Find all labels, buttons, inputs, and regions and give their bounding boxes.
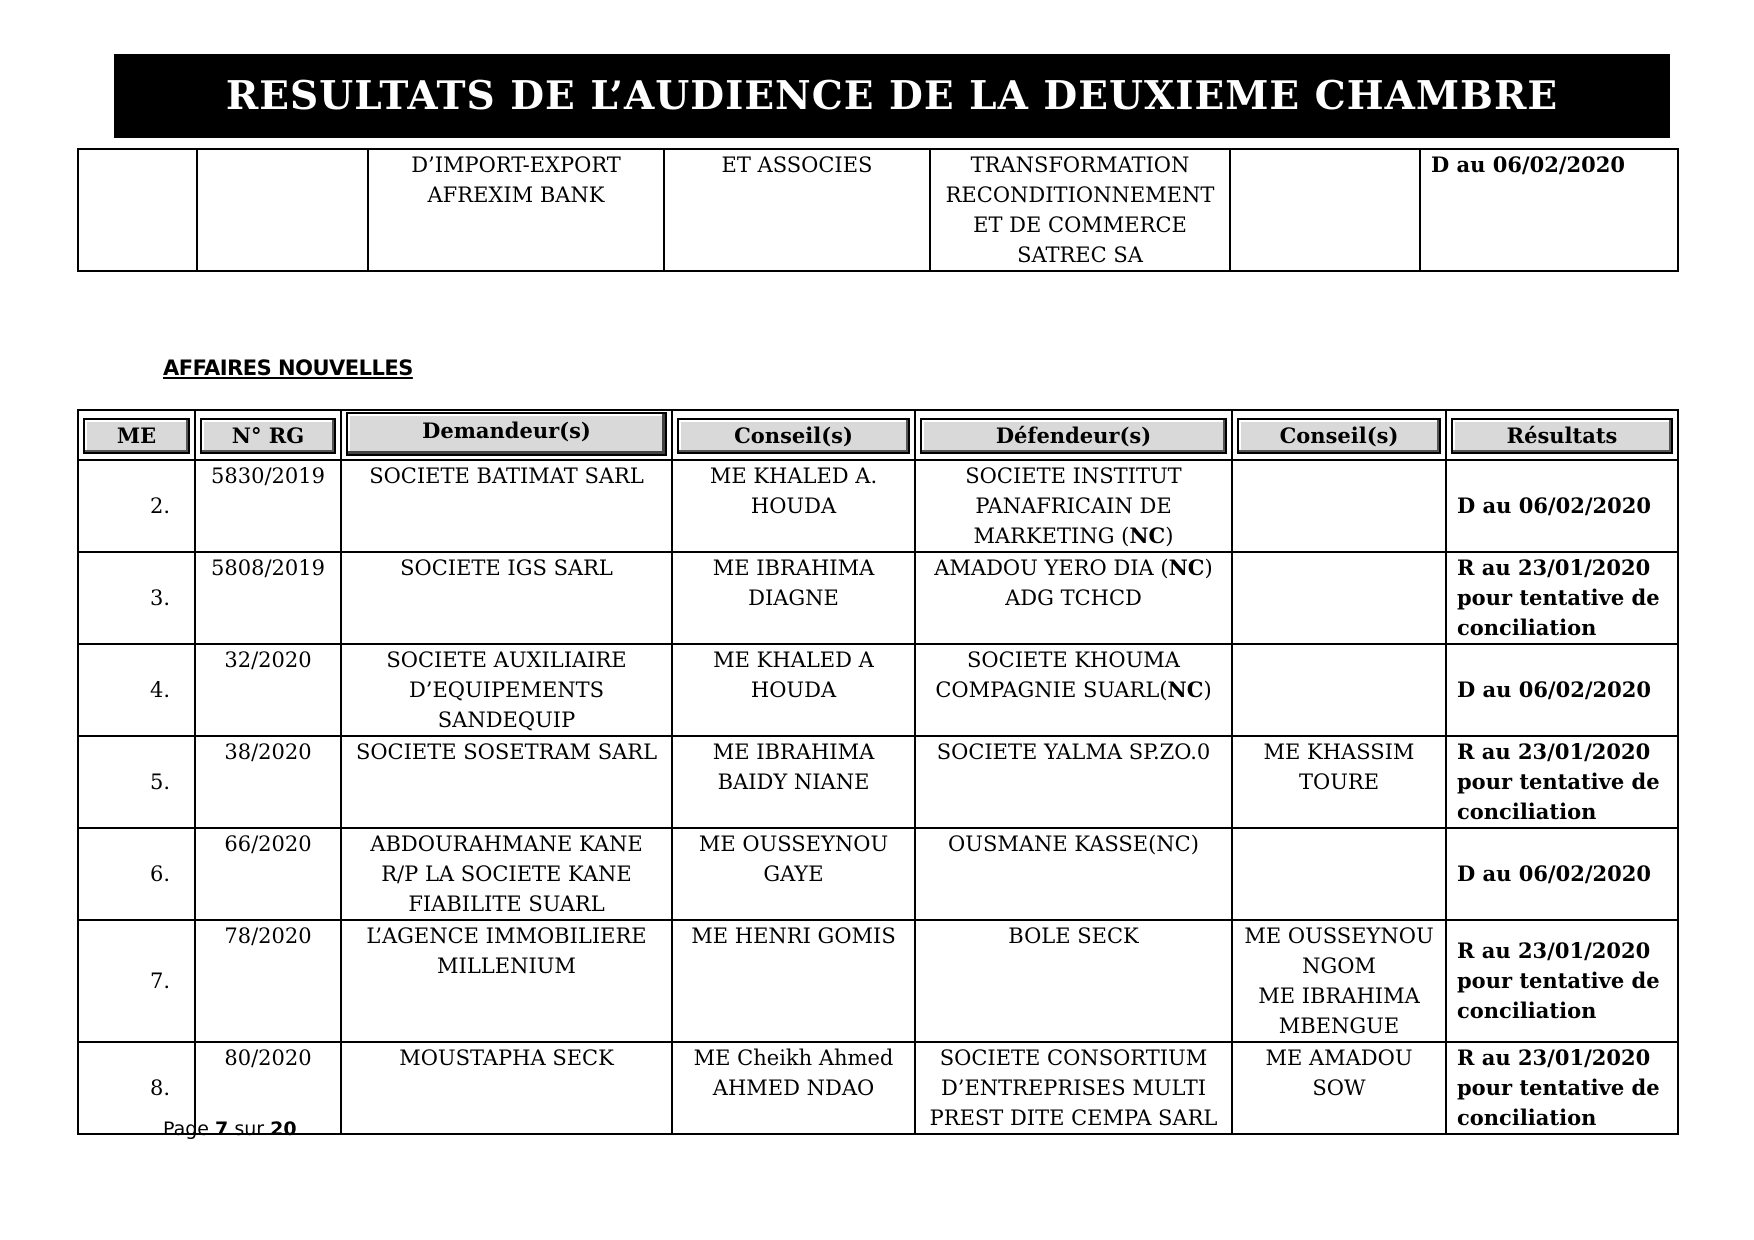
cell-line: ME OUSSEYNOU xyxy=(698,832,889,856)
header-demandeur: Demandeur(s) xyxy=(346,412,667,456)
cell-line: COMPAGNIE SUARL(NC) xyxy=(935,677,1212,702)
cell-line: ME HENRI GOMIS xyxy=(691,924,896,948)
section-title: AFFAIRES NOUVELLES xyxy=(163,356,413,380)
table-header-row xyxy=(78,410,1678,460)
cell-line: SOCIETE SOSETRAM SARL xyxy=(355,740,658,764)
cell-line: SOCIETE KHOUMA xyxy=(967,648,1180,672)
cell-line: PREST DITE CEMPA SARL xyxy=(929,1106,1218,1130)
cell-demandeur xyxy=(341,1042,672,1134)
page-banner xyxy=(114,54,1670,138)
cell-line: MBENGUE xyxy=(1278,1014,1400,1038)
cell-line: ME AMADOU xyxy=(1265,1046,1413,1070)
cell-line: ET DE COMMERCE xyxy=(973,213,1187,237)
cell-conseil xyxy=(672,736,915,828)
cell-line: D’EQUIPEMENTS xyxy=(408,678,605,702)
cell-me xyxy=(78,149,197,271)
cell-line: OUSMANE KASSE(NC) xyxy=(948,832,1199,856)
header-defendeur: Défendeur(s) xyxy=(920,418,1227,454)
cell-line: conciliation xyxy=(1457,799,1597,824)
cell-conseil xyxy=(672,920,915,1042)
header-rg: N° RG xyxy=(200,418,336,454)
cell-demandeur xyxy=(341,920,672,1042)
cell-me: 2. xyxy=(78,460,195,552)
cell-line: AFREXIM BANK xyxy=(427,183,605,207)
cell-me: 3. xyxy=(78,552,195,644)
table-row xyxy=(78,460,1678,552)
cell-line: conciliation xyxy=(1457,998,1597,1023)
cell-line: ME KHASSIM xyxy=(1263,740,1415,764)
cell-defendeur xyxy=(930,149,1230,271)
cell-line: SOCIETE IGS SARL xyxy=(400,556,613,580)
cell-me: 4. xyxy=(78,644,195,736)
cell-defendeur xyxy=(915,736,1232,828)
cell-conseil xyxy=(672,828,915,920)
cell-line: ET ASSOCIES xyxy=(721,153,873,177)
cell-line: SOCIETE YALMA SP.ZO.0 xyxy=(936,740,1211,764)
cell-defendeur xyxy=(915,552,1232,644)
table-row xyxy=(78,1042,1678,1134)
table-row xyxy=(78,736,1678,828)
header-conseil-defendeur: Conseil(s) xyxy=(1237,418,1441,454)
cell-rg: 80/2020 xyxy=(195,1042,341,1134)
cell-line: TOURE xyxy=(1298,770,1380,794)
cell-rg: 66/2020 xyxy=(195,828,341,920)
cell-line: SOCIETE AUXILIAIRE xyxy=(386,648,627,672)
cell-line: ABDOURAHMANE KANE xyxy=(370,832,643,856)
cell-resultat xyxy=(1446,552,1678,644)
cell-demandeur xyxy=(368,149,664,271)
cell-demandeur xyxy=(341,552,672,644)
table-row xyxy=(78,920,1678,1042)
cell-rg: 78/2020 xyxy=(195,920,341,1042)
page-footer xyxy=(163,1118,297,1140)
cell-line: TRANSFORMATION xyxy=(970,153,1190,177)
cell-me: 8. xyxy=(78,1042,195,1134)
cell-line: pour tentative de xyxy=(1457,585,1660,610)
cell-line: D’ENTREPRISES MULTI xyxy=(940,1076,1207,1100)
cell-line: MILLENIUM xyxy=(437,954,576,978)
cell-demandeur xyxy=(341,460,672,552)
cell-resultat: D au 06/02/2020 xyxy=(1420,149,1678,271)
cell-rg: 5808/2019 xyxy=(195,552,341,644)
cell-line: ME IBRAHIMA xyxy=(1258,984,1420,1008)
cell-conseil-defendeur xyxy=(1232,736,1446,828)
cell-line: ME IBRAHIMA xyxy=(712,556,875,580)
cell-defendeur xyxy=(915,644,1232,736)
cell-demandeur xyxy=(341,828,672,920)
cell-me: 5. xyxy=(78,736,195,828)
table-row xyxy=(78,644,1678,736)
cell-defendeur xyxy=(915,1042,1232,1134)
cell-line: SOCIETE CONSORTIUM xyxy=(939,1046,1208,1070)
cell-conseil-defendeur xyxy=(1232,828,1446,920)
cell-line: D au 06/02/2020 xyxy=(1457,493,1651,518)
cell-line: AHMED NDAO xyxy=(712,1076,875,1100)
continuation-table xyxy=(77,148,1679,272)
cell-conseil-defendeur xyxy=(1232,644,1446,736)
cell-conseil-defendeur xyxy=(1232,552,1446,644)
cell-line: RECONDITIONNEMENT xyxy=(945,183,1215,207)
cell-line: ME Cheikh Ahmed xyxy=(693,1046,894,1070)
cell-rg: 5830/2019 xyxy=(195,460,341,552)
cell-me: 6. xyxy=(78,828,195,920)
cell-line: ME KHALED A xyxy=(713,648,874,672)
cell-line: D’IMPORT-EXPORT xyxy=(411,153,621,177)
cell-line: R au 23/01/2020 xyxy=(1457,938,1651,963)
cell-line: HOUDA xyxy=(750,494,837,518)
footer-current-page: 7 xyxy=(215,1118,229,1140)
cell-line: PANAFRICAIN DE xyxy=(975,494,1172,518)
cell-resultat xyxy=(1446,920,1678,1042)
cell-line: D au 06/02/2020 xyxy=(1457,677,1651,702)
cell-line: SOCIETE INSTITUT xyxy=(965,464,1182,488)
cell-line: pour tentative de xyxy=(1457,968,1660,993)
cell-line: L’AGENCE IMMOBILIERE xyxy=(366,924,647,948)
cell-line: MOUSTAPHA SECK xyxy=(399,1046,614,1070)
footer-prefix: Page xyxy=(163,1118,209,1140)
cell-line: SATREC SA xyxy=(1017,243,1143,267)
table-row xyxy=(78,149,1678,271)
cell-conseil-defendeur xyxy=(1232,460,1446,552)
cell-line: GAYE xyxy=(763,862,824,886)
table-row xyxy=(78,552,1678,644)
cell-line: ADG TCHCD xyxy=(1005,586,1142,610)
cell-resultat xyxy=(1446,644,1678,736)
cell-line: DIAGNE xyxy=(748,586,839,610)
cell-line: HOUDA xyxy=(750,678,837,702)
cell-line: D au 06/02/2020 xyxy=(1457,861,1651,886)
cell-line: BOLE SECK xyxy=(1008,924,1139,948)
cell-line: FIABILITE SUARL xyxy=(408,892,605,916)
cell-line: conciliation xyxy=(1457,615,1597,640)
cell-conseil-defendeur xyxy=(1230,149,1420,271)
cell-line: NGOM xyxy=(1302,954,1376,978)
footer-total-pages: 20 xyxy=(270,1118,297,1140)
cell-line: R au 23/01/2020 xyxy=(1457,1045,1651,1070)
cell-conseil xyxy=(672,644,915,736)
cell-resultat xyxy=(1446,828,1678,920)
cell-line: conciliation xyxy=(1457,1105,1597,1130)
cell-line: SOCIETE BATIMAT SARL xyxy=(369,464,644,488)
cell-resultat xyxy=(1446,460,1678,552)
cell-line: ME OUSSEYNOU xyxy=(1244,924,1434,948)
cell-defendeur xyxy=(915,828,1232,920)
cell-conseil xyxy=(672,1042,915,1134)
header-me: ME xyxy=(83,418,190,454)
cell-line: ME IBRAHIMA xyxy=(712,740,875,764)
cell-line: R au 23/01/2020 xyxy=(1457,555,1651,580)
cell-line: MARKETING (NC) xyxy=(973,523,1174,548)
footer-sep: sur xyxy=(234,1118,265,1140)
cell-rg xyxy=(197,149,368,271)
page-title: RESULTATS DE L’AUDIENCE DE LA DEUXIEME CHAMBRE xyxy=(225,73,1559,119)
cell-conseil-defendeur xyxy=(1232,920,1446,1042)
cell-line: R/P LA SOCIETE KANE xyxy=(381,862,632,886)
cell-resultat xyxy=(1446,1042,1678,1134)
cell-line: SANDEQUIP xyxy=(437,708,576,732)
cell-line: ME KHALED A. xyxy=(709,464,878,488)
cell-defendeur xyxy=(915,460,1232,552)
cell-conseil xyxy=(672,552,915,644)
header-resultats: Résultats xyxy=(1451,418,1673,454)
cell-line: R au 23/01/2020 xyxy=(1457,739,1651,764)
cell-conseil-defendeur xyxy=(1232,1042,1446,1134)
cell-resultat xyxy=(1446,736,1678,828)
cell-rg: 32/2020 xyxy=(195,644,341,736)
cell-line: pour tentative de xyxy=(1457,769,1660,794)
cell-demandeur xyxy=(341,736,672,828)
cell-conseil xyxy=(664,149,930,271)
table-row xyxy=(78,828,1678,920)
cell-line: pour tentative de xyxy=(1457,1075,1660,1100)
cell-defendeur xyxy=(915,920,1232,1042)
header-conseil: Conseil(s) xyxy=(677,418,910,454)
cell-rg: 38/2020 xyxy=(195,736,341,828)
cell-conseil xyxy=(672,460,915,552)
cell-demandeur xyxy=(341,644,672,736)
cell-line: AMADOU YERO DIA (NC) xyxy=(934,555,1213,580)
cell-line: BAIDY NIANE xyxy=(717,770,870,794)
cell-me: 7. xyxy=(78,920,195,1042)
affaires-table xyxy=(77,409,1679,1135)
cell-line: SOW xyxy=(1312,1076,1366,1100)
